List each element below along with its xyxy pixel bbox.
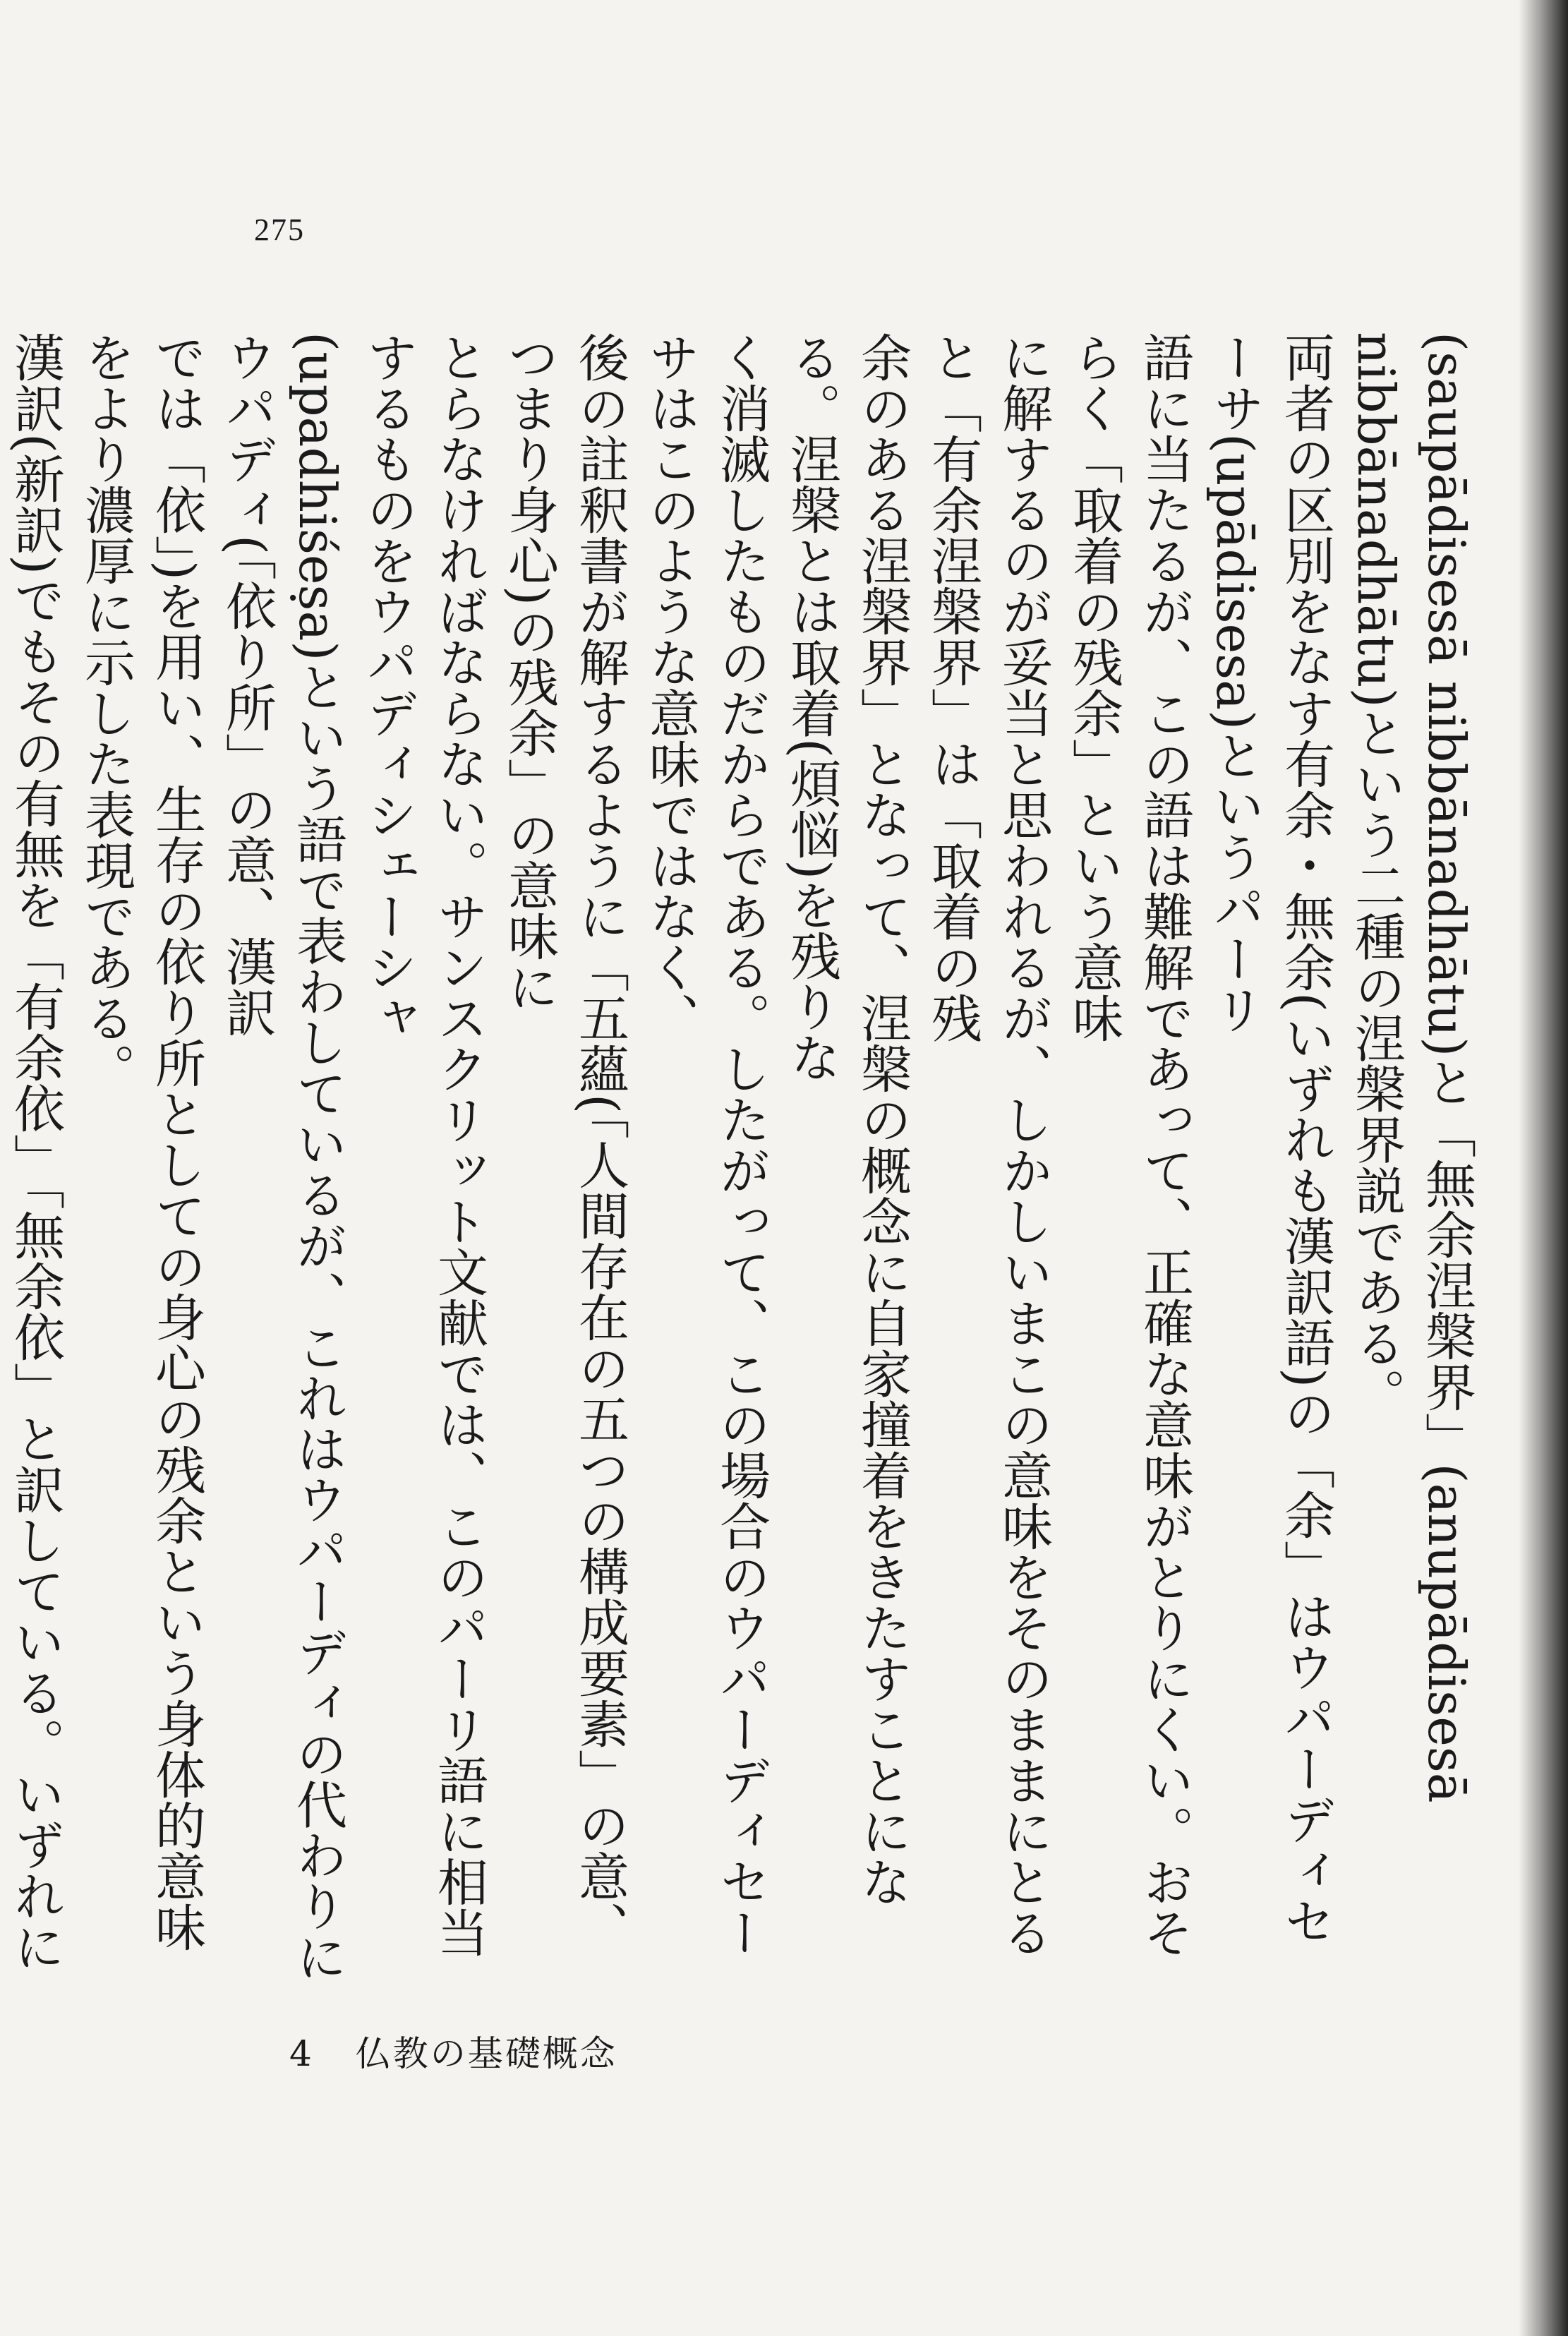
text-column: とらなければならない。サンスクリット文献では、このパーリ語に相当するものをウパディシェーシャ xyxy=(358,332,488,1958)
text-column: 語に当たるが、この語は難解であって、正確な意味がとりにくい。おそらく「取着の残余」という意味 xyxy=(1064,332,1194,1958)
text-column: く消滅したものだからである。したがって、この場合のウパーディセーサはこのような意味ではなく、 xyxy=(641,332,771,1958)
text-column: では「依」)を用い、生存の依り所としての身心の残余という身体的意味をより濃厚に示した表現である。 xyxy=(76,332,206,1953)
text-column: に解するのが妥当と思われるが、しかしいまこの意味をそのままにとると「有余涅槃界」は「取着の残 xyxy=(923,332,1053,1958)
text-column: 両者の区別をなす有余・無余(いずれも漢訳語)の「余」はウパーディセーサ(upādisesa)というパーリ xyxy=(1205,332,1335,1947)
scan-edge-shadow xyxy=(1519,0,1568,2336)
text-column: (upadhiśeṣa)という語で表わしているが、これはウパーディの代わりにウパディ(「依り所」の意、漢訳 xyxy=(217,332,347,1982)
text-column: (saupādisesā nibbānadhātu)と「無余涅槃界」(anupādisesā nibbānadhātu)という二種の涅槃界説である。 xyxy=(1346,332,1476,1803)
text-column: 余のある涅槃界」となって、涅槃の概念に自家撞着をきたすことになる。涅槃とは取着(煩悩)を残りな xyxy=(782,332,912,1907)
page-number: 275 xyxy=(254,212,305,247)
text-column: 後の註釈書が解するように「五蘊(「人間存在の五つの構成要素」の意、つまり身心)の残余」の意味に xyxy=(500,332,629,1953)
running-head xyxy=(289,2025,617,2076)
text-column: 漢訳(新訳)でもその有無を「有余依」「無余依」と訳している。いずれに xyxy=(6,332,65,1973)
chapter-title: 仏教の基礎概念 xyxy=(355,2033,617,2074)
chapter-number: 4 xyxy=(289,2033,314,2074)
body-text xyxy=(6,332,1482,1997)
